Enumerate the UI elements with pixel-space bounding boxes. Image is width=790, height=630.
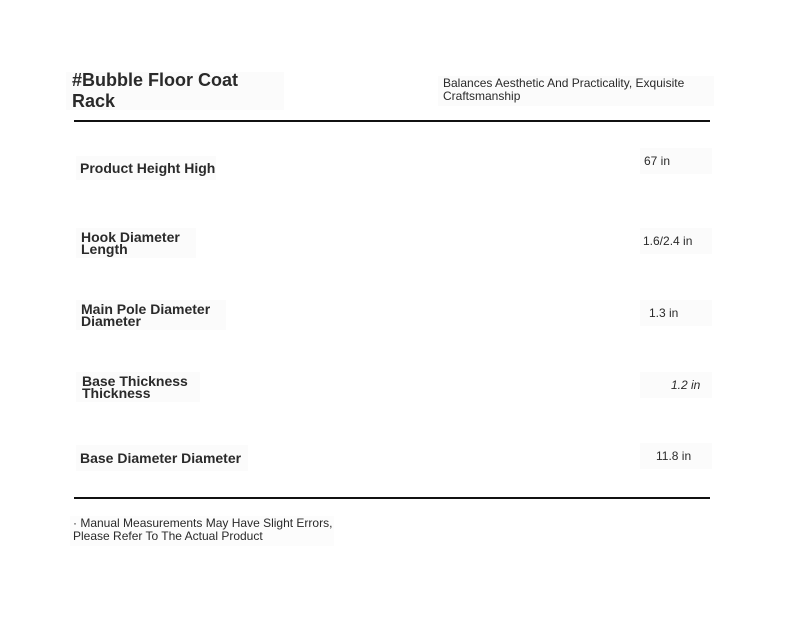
spec-value-base-diameter: 11.8 in [640, 443, 712, 469]
measurement-note [70, 516, 334, 546]
product-title: #Bubble Floor Coat Rack [66, 72, 284, 110]
measurement-note-line-2: Please Refer To The Actual Product [73, 529, 263, 543]
spec-label-product-height: Product Height High [76, 156, 216, 180]
bottom-divider [74, 497, 710, 499]
spec-value-hook-diameter: 1.6/2.4 in [640, 228, 712, 254]
spec-value-base-thickness: 1.2 in [640, 372, 712, 398]
measurement-note-line-1: · Manual Measurements May Have Slight Errors, [73, 516, 333, 530]
spec-value-main-pole-diameter: 1.3 in [640, 300, 712, 326]
spec-label-base-thickness: Base Thickness Thickness [76, 372, 200, 402]
spec-value-product-height: 67 in [640, 148, 712, 174]
spec-label-base-diameter: Base Diameter Diameter [76, 445, 248, 471]
top-divider [74, 120, 710, 122]
product-tagline: Balances Aesthetic And Practicality, Exquisite Craftsmanship [438, 76, 714, 106]
spec-label-main-pole-diameter: Main Pole Diameter Diameter [76, 300, 226, 330]
spec-label-hook-diameter: Hook Diameter Length [76, 228, 196, 258]
